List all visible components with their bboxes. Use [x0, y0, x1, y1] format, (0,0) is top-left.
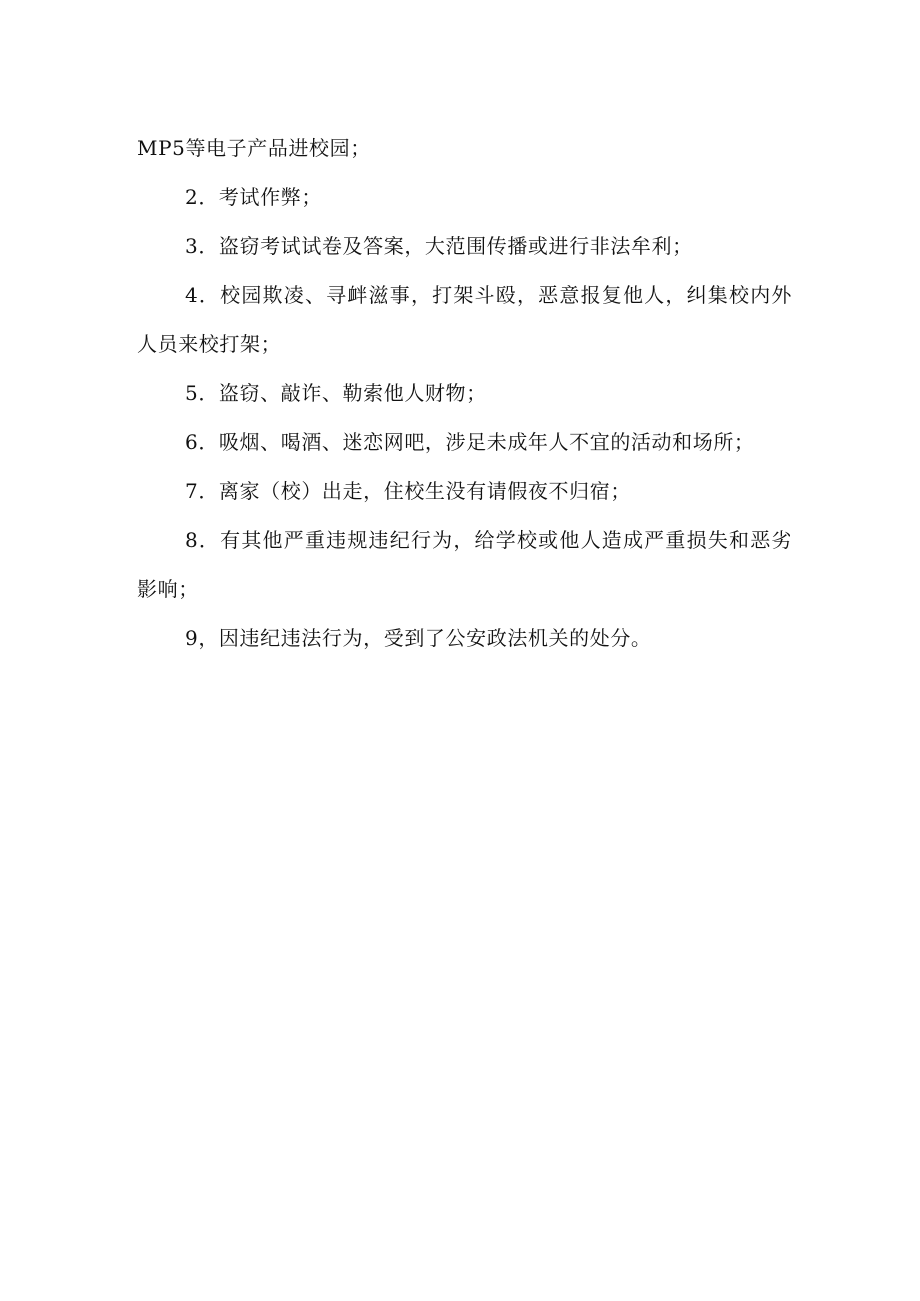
list-item-2: 2．考试作弊； [185, 185, 322, 209]
list-item-4: 4．校园欺凌、寻衅滋事，打架斗殴，恶意报复他人，纠集校内外人员来校打架； [137, 283, 792, 356]
document-body [137, 124, 792, 663]
list-item-8: 8．有其他严重违规违纪行为，给学校或他人造成严重损失和恶劣影响； [137, 528, 792, 601]
list-item-3: 3．盗窃考试试卷及答案，大范围传播或进行非法牟利； [185, 234, 693, 258]
list-item-9: 9，因违纪违法行为，受到了公安政法机关的处分。 [185, 626, 652, 650]
list-item-6: 6．吸烟、喝酒、迷恋网吧，涉足未成年人不宜的活动和场所； [185, 430, 755, 454]
list-item-7: 7．离家（校）出走，住校生没有请假夜不归宿； [185, 479, 631, 503]
list-item-5: 5．盗窃、敲诈、勒索他人财物； [185, 381, 487, 405]
paragraph-continuation: MP5等电子产品进校园； [137, 136, 371, 160]
